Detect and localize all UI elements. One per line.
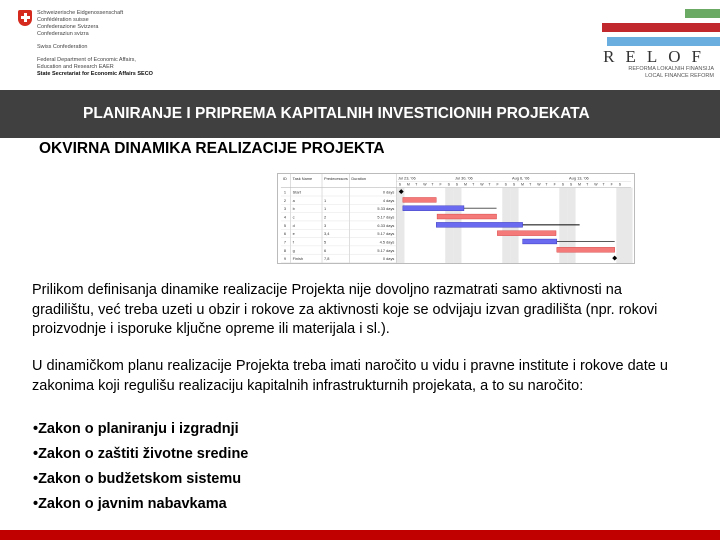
gantt-day-letter: M <box>578 182 581 187</box>
task-predecessors: 5 <box>323 239 327 245</box>
gantt-day-letter: S <box>561 182 565 187</box>
footer-red-bar <box>0 530 720 540</box>
task-duration: 5.17 days <box>377 231 395 237</box>
gantt-day-letter: F <box>439 182 442 187</box>
relof-subtitle-en: LOCAL FINANCE REFORM <box>645 73 714 79</box>
task-duration: 0 days <box>382 189 395 195</box>
task-duration: 5.17 days <box>377 214 395 220</box>
gantt-chart <box>277 173 635 264</box>
gantt-day-letter: M <box>520 182 524 187</box>
gantt-column-header: Task Name <box>292 175 313 181</box>
task-bar <box>523 239 557 244</box>
task-id: 9 <box>283 256 287 262</box>
swiss-logo-line: Confederaziun svizra <box>37 31 89 37</box>
department-line: Education and Research EAER <box>37 64 114 70</box>
task-bar <box>403 197 436 202</box>
gantt-day-letter: T <box>602 182 605 187</box>
task-name: b <box>292 206 295 212</box>
task-bar <box>497 231 556 236</box>
task-predecessors: 2 <box>323 214 327 220</box>
task-id: 1 <box>283 189 287 195</box>
task-bar <box>437 214 496 219</box>
task-id: 5 <box>283 222 287 228</box>
gantt-day-letter: T <box>472 182 475 187</box>
gantt-day-letter: S <box>569 182 573 187</box>
task-slack-line <box>523 224 580 225</box>
task-slack-line <box>464 208 497 209</box>
seco-line: State Secretariat for Economic Affairs SECO <box>37 71 153 77</box>
slide-title: PLANIRANJE I PRIPREMA KAPITALNIH INVESTICIONIH PROJEKATA <box>83 105 590 122</box>
task-name: e <box>292 231 295 237</box>
gantt-day-letter: S <box>512 182 516 187</box>
task-slack-line <box>557 241 615 242</box>
task-duration: 4 days <box>382 197 395 203</box>
task-id: 7 <box>283 239 287 245</box>
task-name: Start <box>292 189 301 195</box>
task-id: 2 <box>283 197 287 203</box>
paragraph-2: U dinamičkom planu realizacije Projekta treba imati naročito u vidu i pravne institute i rokove date u zakonima koji regulišu realizaciju kapitalnih infrastrukturnih projekata, a to su naročito: <box>32 358 668 394</box>
gantt-day-letter: F <box>496 182 499 187</box>
gantt-column-header: Predecessors <box>323 175 348 181</box>
task-predecessors: 1 <box>323 197 327 203</box>
gantt-day-letter: S <box>447 182 451 187</box>
task-name: a <box>292 197 295 203</box>
gantt-week-label: Aug 13, '06 <box>569 175 589 181</box>
swiss-flag-logo <box>18 10 32 26</box>
task-name: g <box>292 247 295 253</box>
task-predecessors: 7,8 <box>323 256 330 262</box>
relof-subtitle: REFORMA LOKALNIH FINANSIJA <box>628 66 714 72</box>
gantt-day-letter: T <box>545 182 548 187</box>
gantt-day-letter: S <box>504 182 508 187</box>
gantt-day-letter: T <box>415 182 418 187</box>
task-duration: 0 days <box>382 256 395 262</box>
task-predecessors: 1 <box>323 206 327 212</box>
task-duration: 5.33 days <box>377 206 395 212</box>
swiss-logo-line: Schweizerische Eidgenossenschaft <box>37 10 124 16</box>
gantt-column-header: Duration <box>351 175 367 181</box>
task-duration: 4.5 days <box>379 239 395 245</box>
department-line: Federal Department of Economic Affairs, <box>37 57 136 63</box>
bullet-item: •Zakon o zaštiti životne sredine <box>33 446 249 462</box>
task-bar <box>436 222 522 227</box>
gantt-day-letter: S <box>455 182 459 187</box>
task-predecessors: 3 <box>323 222 327 228</box>
gantt-week-label: Jul 30, '06 <box>454 175 473 181</box>
gantt-day-letter: M <box>406 182 410 187</box>
paragraph-1: Prilikom definisanja dinamike realizacije Projekta nije dovoljno razmatrati samo aktivnosti na gradilištu, već treba uzeti u obzir i rokove za aktivnosti koje se odvijaju izvan gradilišta (npr. rokovi proizvodnje i isporuke ključne opreme ili materijala i sl.). <box>32 282 658 337</box>
task-name: c <box>292 214 295 220</box>
gantt-day-letter: T <box>586 182 589 187</box>
gantt-day-letter: S <box>618 182 622 187</box>
swiss-confederation: Swiss Confederation <box>37 44 88 50</box>
task-id: 3 <box>283 206 287 212</box>
gantt-day-letter: W <box>537 182 541 187</box>
task-bar <box>403 206 464 211</box>
task-name: f <box>292 239 294 245</box>
gantt-column-header: ID <box>282 175 287 181</box>
relof-blue-stripe <box>607 37 720 46</box>
task-name: d <box>292 222 295 228</box>
gantt-day-letter: T <box>529 182 532 187</box>
bullet-item: •Zakon o budžetskom sistemu <box>33 471 242 487</box>
gantt-week-label: Aug 6, '06 <box>512 175 530 181</box>
swiss-logo-line: Confederazione Svizzera <box>37 24 99 30</box>
task-predecessors: 6 <box>323 247 327 253</box>
task-name: Finish <box>292 256 304 262</box>
gantt-day-letter: T <box>488 182 491 187</box>
slide-subtitle: OKVIRNA DINAMIKA REALIZACIJE PROJEKTA <box>39 140 385 157</box>
relof-red-stripe <box>602 23 720 32</box>
gantt-day-letter: T <box>431 182 434 187</box>
bullet-item: •Zakon o javnim nabavkama <box>33 496 227 512</box>
gantt-day-letter: F <box>553 182 556 187</box>
bullet-item: •Zakon o planiranju i izgradnji <box>33 421 239 437</box>
gantt-day-letter: M <box>463 182 467 187</box>
relof-green-stripe <box>685 9 720 18</box>
task-duration: 6.33 days <box>377 222 395 228</box>
task-duration: 5.17 days <box>377 247 395 253</box>
weekend-column <box>616 188 624 263</box>
swiss-logo-line: Confédération suisse <box>37 17 89 23</box>
gantt-day-letter: W <box>423 182 427 187</box>
gantt-week-label: Jul 23, '06 <box>397 175 416 181</box>
task-id: 4 <box>283 214 287 220</box>
task-predecessors: 3,4 <box>323 231 330 237</box>
gantt-day-letter: F <box>610 182 613 187</box>
weekend-column <box>624 188 632 263</box>
task-bar <box>557 247 615 252</box>
gantt-day-letter: W <box>480 182 484 187</box>
task-id: 6 <box>283 231 287 237</box>
gantt-day-letter: W <box>594 182 598 187</box>
gantt-day-letter: S <box>398 182 402 187</box>
task-id: 8 <box>283 247 287 253</box>
relof-logo: RELOF <box>603 47 712 66</box>
